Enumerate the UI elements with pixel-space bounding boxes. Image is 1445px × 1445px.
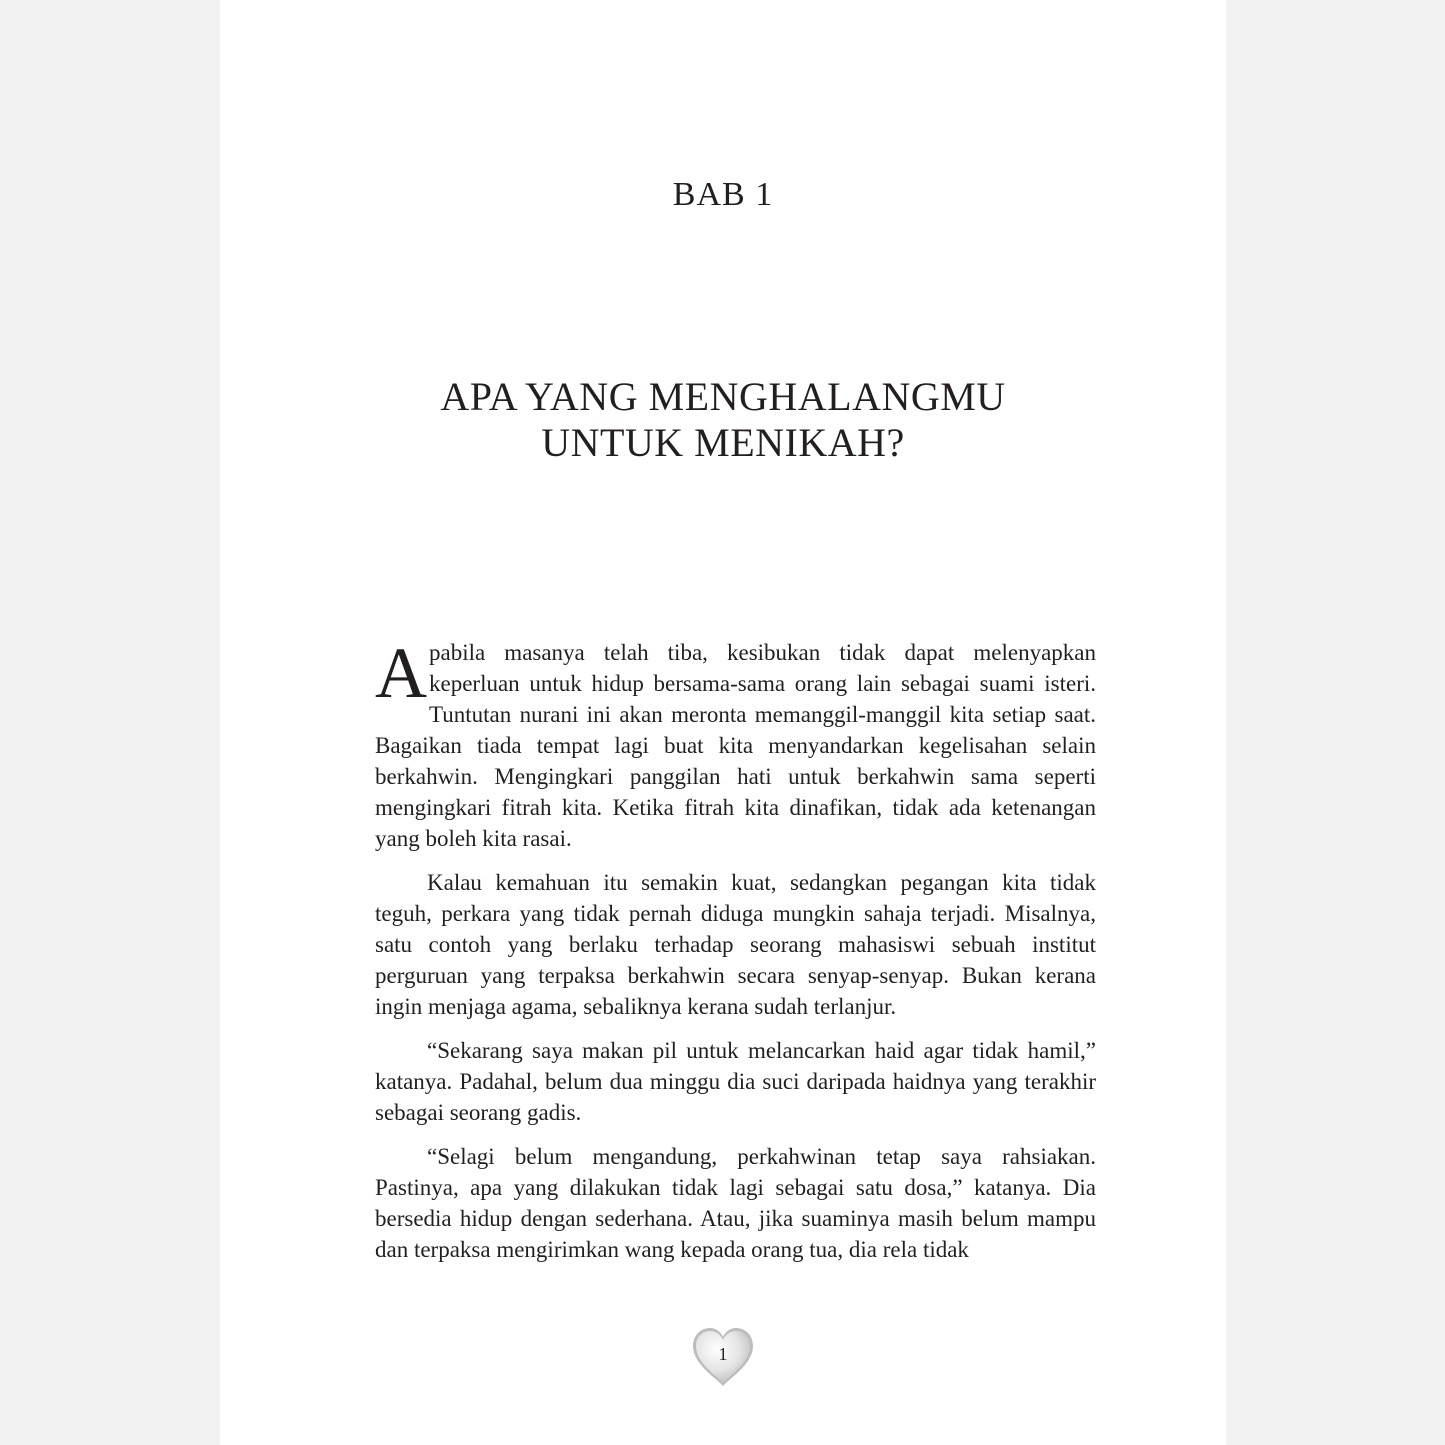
- paragraph-1: [375, 633, 1096, 854]
- chapter-title-line-2: UNTUK MENIKAH?: [541, 420, 905, 465]
- paragraph-2: Kalau kemahuan itu semakin kuat, sedangkan pegangan kita tidak teguh, perkara yang tidak pernah diduga mungkin sahaja terjadi. Misalnya, satu contoh yang berlaku terhadap seorang mahasiswi sebuah institut perguruan yang terpaksa berkahwin secara senyap-senyap. Bukan kerana ingin menjaga agama, sebaliknya kerana sudah terlanjur.: [375, 870, 1096, 1019]
- chapter-title: [220, 374, 1226, 466]
- book-page: [220, 0, 1226, 1445]
- paragraph-3: “Sekarang saya makan pil untuk melancarkan haid agar tidak hamil,” katanya. Padahal, belum dua minggu dia suci daripada haidnya yang terakhir sebagai seorang gadis.: [375, 1038, 1096, 1125]
- page-number: 1: [718, 1344, 728, 1364]
- paragraph-4: “Selagi belum mengandung, perkahwinan tetap saya rahsiakan. Pastinya, apa yang dilakukan tidak lagi sebagai satu dosa,” katanya. Dia bersedia hidup dengan sederhana. Atau, jika suaminya masih belum mampu dan terpaksa mengirimkan wang kepada orang tua, dia rela tidak: [375, 1144, 1096, 1262]
- paragraph-1-text: pabila masanya telah tiba, kesibukan tidak dapat melenyapkan keperluan untuk hidup bersama-sama orang lain sebagai suami isteri. Tuntutan nurani ini akan meronta memanggil-manggil kita setiap saat. Bagaikan tiada tempat lagi buat kita menyandarkan kegelisahan selain berkahwin. Mengingkari panggilan hati untuk berkahwin sama seperti mengingkari fitrah kita. Ketika fitrah kita dinafikan, tidak ada ketenangan yang boleh kita rasai.: [375, 640, 1096, 851]
- drop-cap: A: [375, 633, 427, 713]
- chapter-title-line-1: APA YANG MENGHALANGMU: [440, 374, 1006, 419]
- page-number-ornament: [690, 1326, 756, 1388]
- body-text: [375, 633, 1096, 1278]
- chapter-label: BAB 1: [672, 176, 774, 213]
